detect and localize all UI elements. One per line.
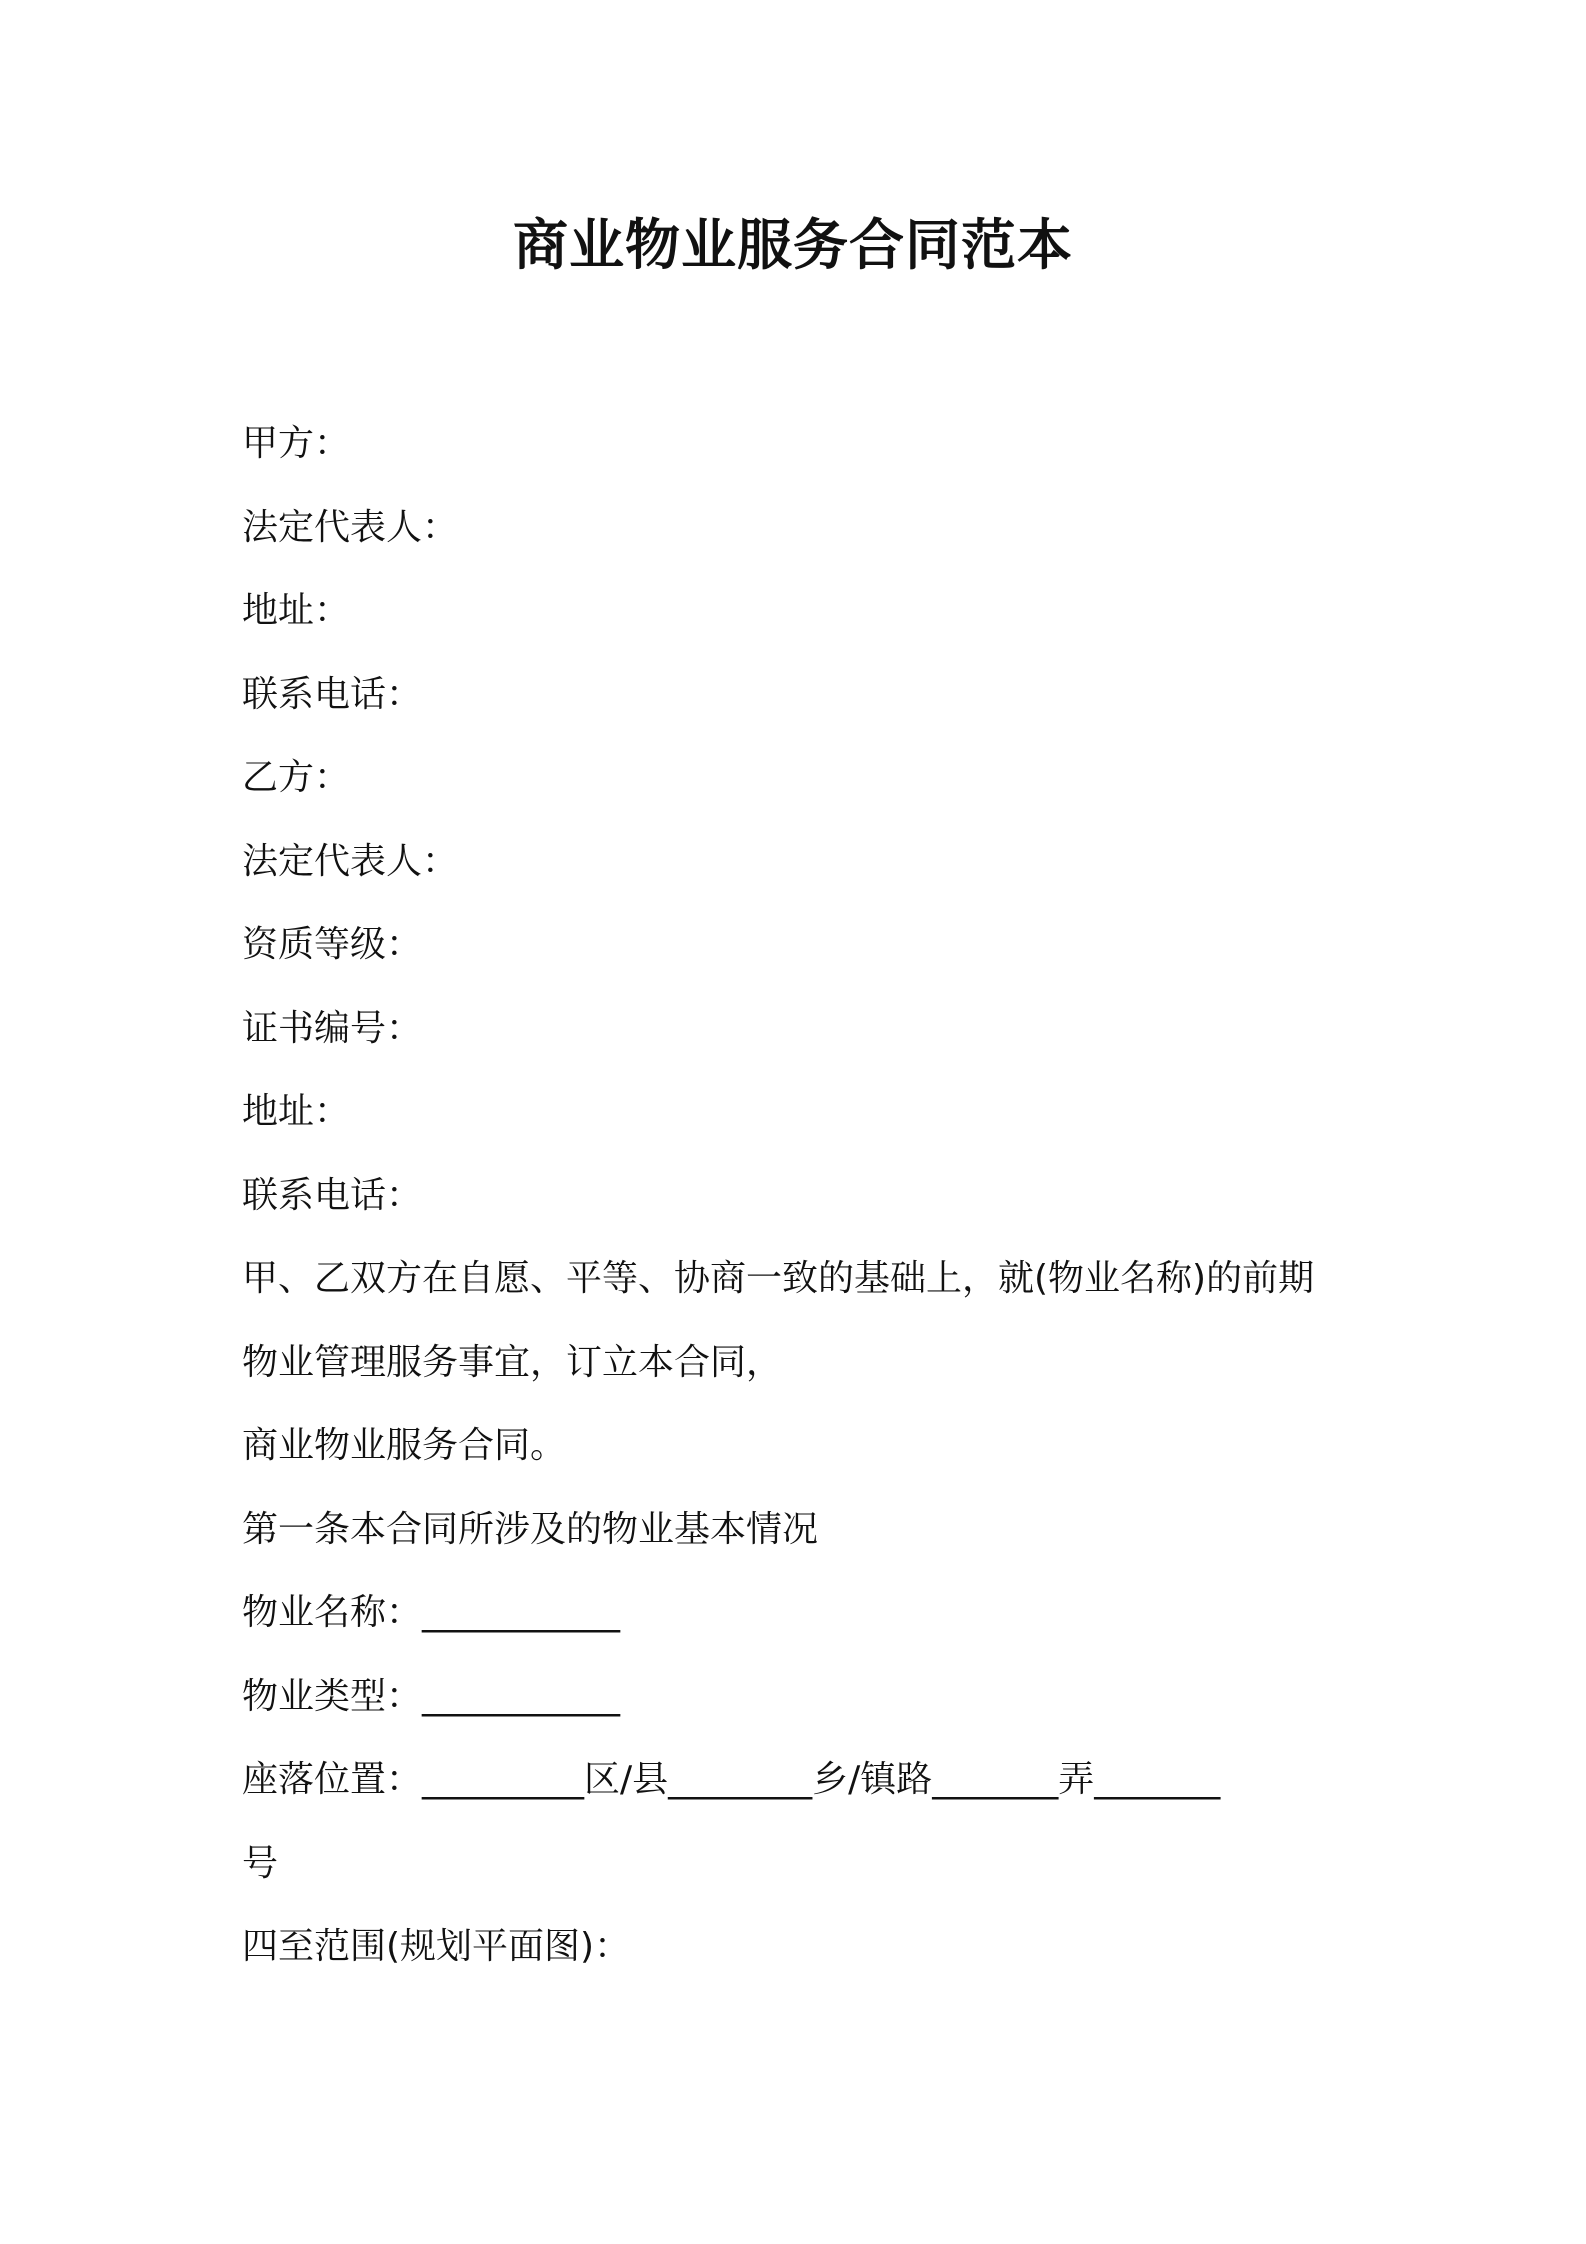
party-b-legal-representative: 法定代表人：: [242, 840, 459, 882]
party-b-certificate-number: 证书编号：: [242, 1007, 423, 1049]
article-1-heading: 第一条本合同所涉及的物业基本情况: [242, 1508, 819, 1550]
party-a-label: 甲方：: [242, 423, 351, 464]
document-title: 商业物业服务合同范本: [512, 213, 1073, 277]
property-type-field: 物业类型：___________: [242, 1675, 621, 1717]
document-body: [242, 402, 1362, 1989]
party-a-legal-representative: 法定代表人：: [242, 506, 459, 548]
party-b-label: 乙方：: [242, 757, 351, 798]
party-b-phone: 联系电话：: [242, 1174, 423, 1216]
property-location-continuation: 号: [242, 1842, 279, 1884]
preamble-line-2: 物业管理服务事宜，订立本合同，: [242, 1341, 783, 1383]
party-a-address: 地址：: [242, 590, 351, 631]
preamble-line-3: 商业物业服务合同。: [242, 1425, 567, 1466]
property-location-field: 座落位置：_________区/县________乡/镇路_______弄_______: [242, 1759, 1221, 1800]
preamble-line-1: 甲、乙双方在自愿、平等、协商一致的基础上，就(物业名称)的前期: [242, 1258, 1315, 1299]
party-b-address: 地址：: [242, 1091, 351, 1132]
party-b-qualification-level: 资质等级：: [242, 924, 423, 965]
property-boundaries-field: 四至范围(规划平面图)：: [242, 1926, 631, 1967]
party-a-phone: 联系电话：: [242, 673, 423, 715]
property-name-field: 物业名称：___________: [242, 1592, 621, 1633]
